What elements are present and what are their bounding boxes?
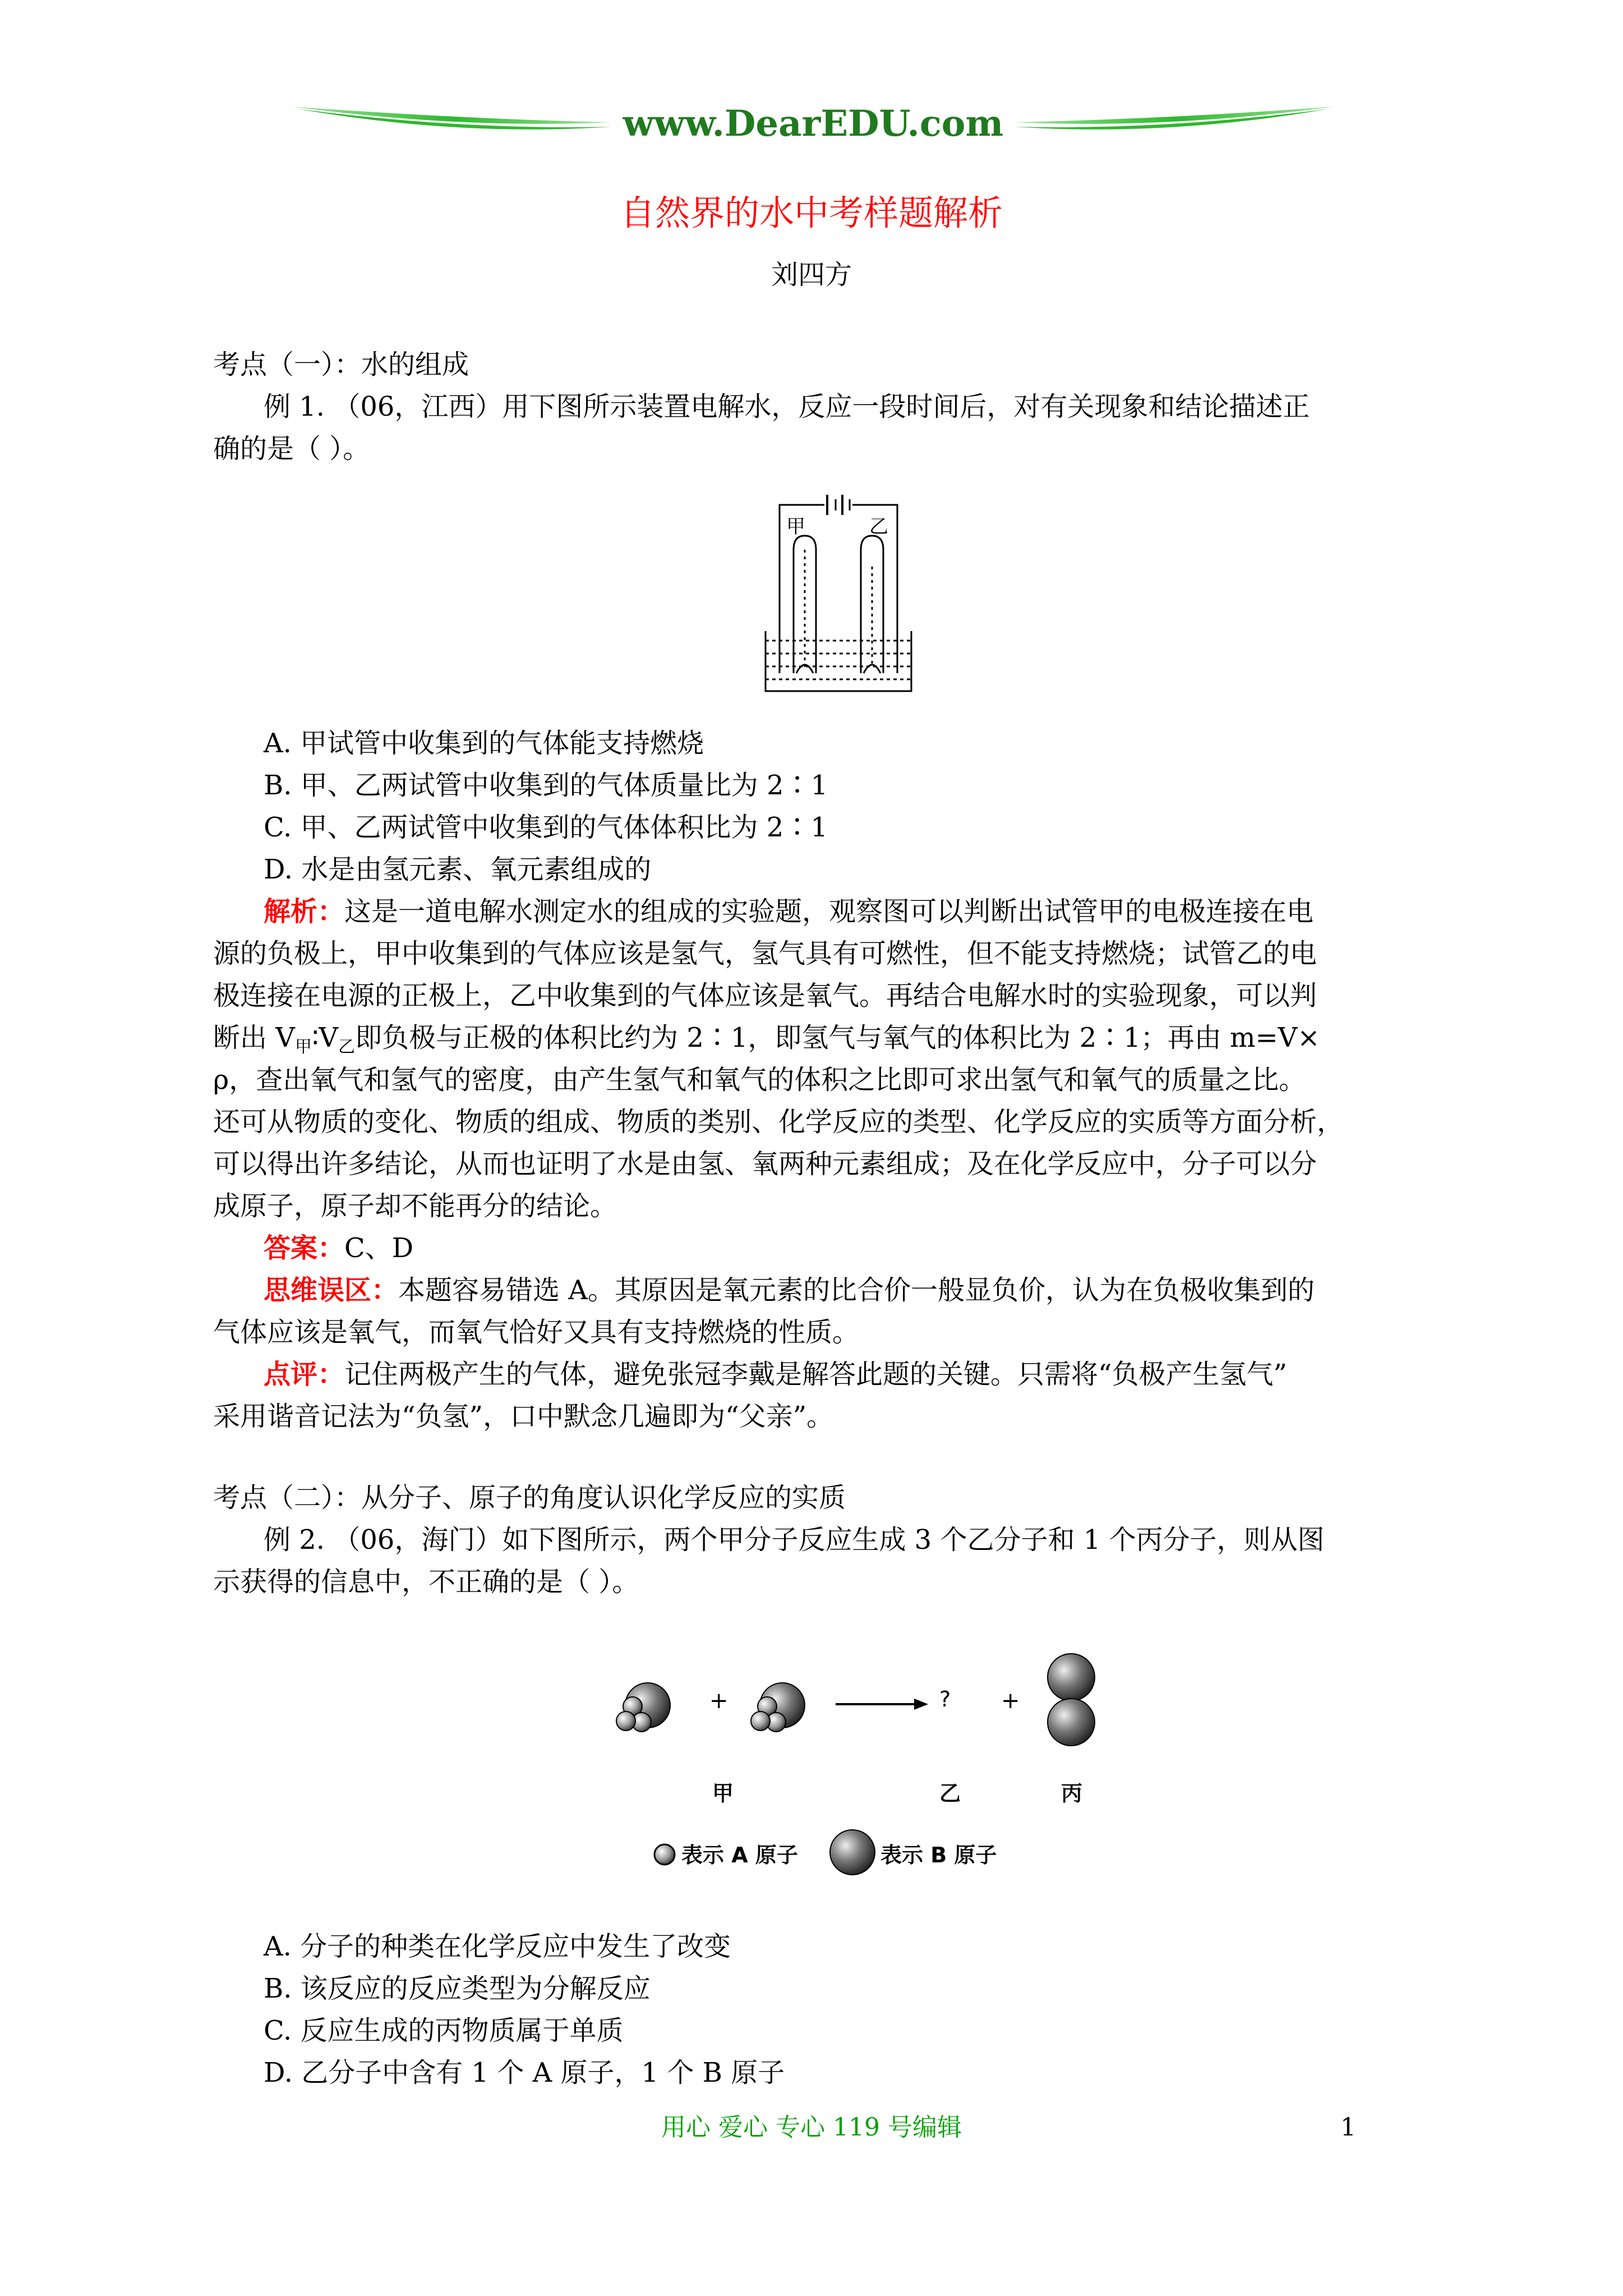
plus-sign-2: + (1001, 1688, 1020, 1714)
legend-a-atom-icon (654, 1844, 675, 1865)
section1-heading: 考点（一）：水的组成 (213, 349, 469, 380)
section2-option-c: C. 反应生成的丙物质属于单质 (264, 2015, 624, 2046)
banner-site-text: www.DearEDU.com (623, 103, 1004, 145)
page-number: 1 (1340, 2113, 1356, 2142)
molecule-bing (1048, 1654, 1095, 1746)
section1-question-line2: 确的是（ ）。 (213, 433, 370, 464)
legend-b-text: 表示 B 原子 (880, 1843, 997, 1867)
analysis-line5: ρ，查出氧气和氢气的密度，由产生氢气和氧气的体积之比即可求出氢气和氧气的质量之比。 (213, 1064, 1306, 1096)
plus-sign-1: + (709, 1688, 728, 1714)
section2-heading: 考点（二）：从分子、原子的角度认识化学反应的实质 (213, 1482, 846, 1513)
analysis-line6: 还可从物质的变化、物质的组成、物质的类别、化学反应的类型、化学反应的实质等方面分析， (213, 1106, 1344, 1138)
electrolysis-apparatus-figure (763, 488, 914, 696)
section1-option-d: D. 水是由氢元素、氧元素组成的 (264, 854, 652, 885)
analysis-label: 解析： (264, 896, 345, 927)
comment-line1: 点评：记住两极产生的气体，避免张冠李戴是解答此题的关键。只需将“负极产生氢气” (264, 1359, 1288, 1390)
analysis-line3: 极连接在电源的正极上，乙中收集到的气体应该是氧气。再结合电解水时的实验现象，可以判 (213, 980, 1317, 1011)
error-label: 思维误区： (264, 1274, 399, 1306)
tube-label-jia: 甲 (786, 516, 805, 538)
section2-option-b: B. 该反应的反应类型为分解反应 (264, 1973, 651, 2004)
error-line2: 气体应该是氧气，而氧气恰好又具有支持燃烧的性质。 (213, 1317, 860, 1348)
analysis-line1: 解析：这是一道电解水测定水的组成的实验题，观察图可以判断出试管甲的电极连接在电 (264, 896, 1314, 927)
section1-option-c: C. 甲、乙两试管中收集到的气体体积比为 2∶1 (264, 812, 828, 843)
analysis-line2: 源的负极上，甲中收集到的气体应该是氢气，氢气具有可燃性，但不能支持燃烧；试管乙的电 (213, 938, 1317, 969)
analysis-line7: 可以得出许多结论，从而也证明了水是由氢、氧两种元素组成；及在化学反应中，分子可以分 (213, 1148, 1317, 1180)
section2-option-a: A. 分子的种类在化学反应中发生了改变 (264, 1931, 731, 1962)
error-line1: 思维误区：本题容易错选 A。其原因是氧元素的比合价一般显负价，认为在负极收集到的 (264, 1274, 1315, 1306)
section2-option-d: D. 乙分子中含有 1 个 A 原子，1 个 B 原子 (264, 2057, 785, 2088)
section1-question-line1: 例 1. （06，江西）用下图所示装置电解水，反应一段时间后，对有关现象和结论描述正 (264, 391, 1310, 422)
tube-label-yi: 乙 (869, 516, 888, 538)
label-jia: 甲 (712, 1781, 734, 1806)
comment-line2: 采用谐音记法为“负氢”，口中默念几遍即为“父亲”。 (213, 1401, 834, 1432)
molecule-reaction-figure (606, 1644, 1110, 1913)
section2-question-line1: 例 2. （06，海门）如下图所示，两个甲分子反应生成 3 个乙分子和 1 个丙分子，则从图 (264, 1524, 1325, 1556)
section1-option-a: A. 甲试管中收集到的气体能支持燃烧 (264, 728, 704, 759)
answer-label: 答案： (264, 1232, 345, 1264)
molecule-jia-1 (616, 1683, 670, 1732)
analysis-line8: 成原子，原子却不能再分的结论。 (213, 1190, 617, 1222)
page-title: 自然界的水中考样题解析 (620, 192, 1003, 233)
site-banner (292, 90, 1335, 157)
answer-value: C、D (344, 1232, 414, 1264)
section1-option-b: B. 甲、乙两试管中收集到的气体质量比为 2∶1 (264, 770, 828, 801)
answer-line (264, 1231, 413, 1265)
molecule-jia-2 (751, 1683, 805, 1732)
label-bing: 丙 (1061, 1781, 1083, 1806)
section2-question-line2: 示获得的信息中，不正确的是（ ）。 (213, 1566, 639, 1598)
footer-text: 用心 爱心 专心 119 号编辑 (661, 2113, 962, 2142)
analysis-line4: 断出 $V_甲∶V_乙$即负极与正极的体积比约为 2∶1，即氢气与氧气的体积比为 2∶1；再由 m=V× (213, 1022, 1320, 1057)
legend-b-atom-icon (830, 1830, 875, 1875)
author-name: 刘四方 (771, 259, 852, 291)
reaction-arrow (836, 1699, 928, 1710)
unknown-product-mark: ? (939, 1687, 951, 1711)
comment-label: 点评： (264, 1359, 345, 1390)
label-yi: 乙 (939, 1781, 961, 1806)
legend-a-text: 表示 A 原子 (681, 1843, 798, 1867)
